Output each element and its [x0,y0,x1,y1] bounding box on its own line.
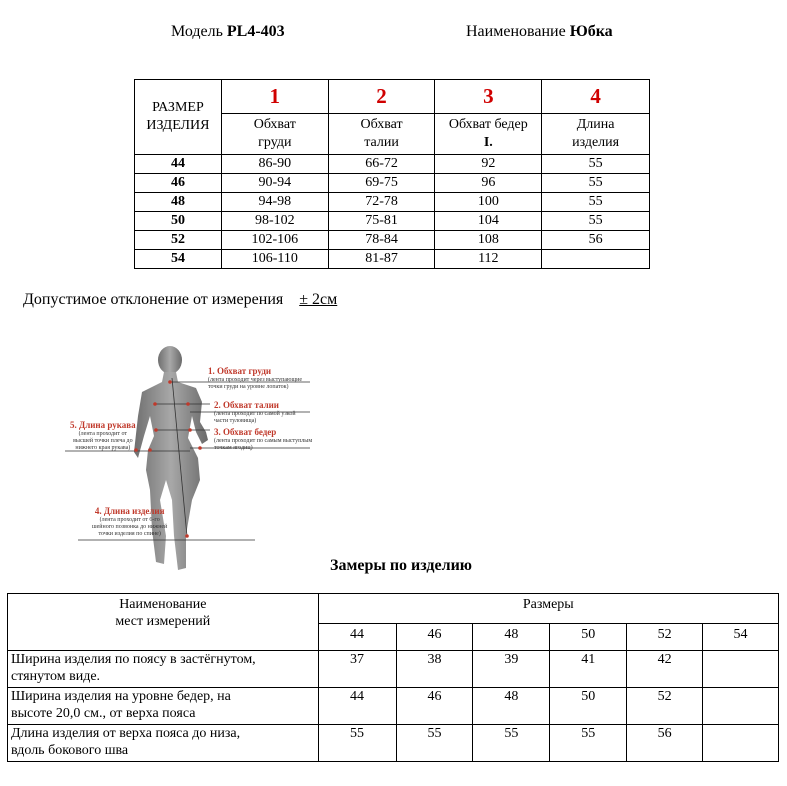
label-length-title: 4. Длина изделия [94,506,165,516]
size-cell: 48 [135,193,222,212]
value-cell: 69-75 [328,174,435,193]
column-header [542,114,650,155]
size-header-line-2: ИЗДЕЛИЯ [146,118,210,133]
product-name-heading [466,23,613,41]
size-header-cell: 44 [318,624,396,651]
value-cell: 86-90 [221,155,328,174]
size-cell: 44 [135,155,222,174]
measurements-title: Замеры по изделию [330,557,473,574]
table-row [135,155,650,174]
value-cell: 75-81 [328,212,435,231]
name-header-cell [8,594,319,651]
value-cell [542,250,650,269]
column-number: 2 [328,80,435,114]
label-hips-sub: точкам ягодиц) [214,444,253,451]
value-cell: 56 [627,725,703,762]
label-length-sub: (лента проходит от 6-го [99,516,160,523]
measurement-label-line: Длина изделия от верха пояса до низа, [11,726,241,741]
column-header [328,114,435,155]
table-row [135,174,650,193]
label-chest [208,367,302,391]
value-cell: 96 [435,174,542,193]
value-cell: 38 [396,651,473,688]
sizes-header: Размеры [318,594,778,624]
column-header [221,114,328,155]
size-header-cell: 46 [396,624,473,651]
label-sleeve-sub: нижнего края рукава) [75,444,131,451]
value-cell: 48 [473,688,550,725]
model-value: PL4-403 [226,23,285,40]
table-row [8,651,779,688]
size-header-cell: 50 [550,624,627,651]
tolerance-note [23,291,337,309]
label-length-sub: точки изделия по спине) [98,530,161,537]
product-name-label: Наименование [466,23,566,40]
label-hips [214,428,312,452]
value-cell: 98-102 [221,212,328,231]
measurement-label [8,651,319,688]
size-cell: 46 [135,174,222,193]
value-cell: 100 [435,193,542,212]
column-number: 1 [221,80,328,114]
value-cell: 102-106 [221,231,328,250]
label-sleeve-title: 5. Длина рукава [70,420,136,430]
label-waist [214,401,296,425]
value-cell: 106-110 [221,250,328,269]
measurement-label-line: Ширина изделия на уровне бедер, на [11,689,231,704]
label-sleeve [70,421,136,452]
table-row [8,725,779,762]
label-sleeve-sub: высшей точки плеча до [73,437,133,444]
tolerance-text: Допустимое отклонение от измерения [23,291,284,308]
product-name-value: Юбка [569,23,613,40]
column-header-line: Длина [576,117,615,132]
column-header-line: Обхват [253,117,296,132]
size-header-line-1: РАЗМЕР [152,100,204,115]
measurement-label-line: вдоль бокового шва [11,743,129,758]
tolerance-value: ± 2см [299,291,338,308]
value-cell: 81-87 [328,250,435,269]
table-row [135,212,650,231]
value-cell: 94-98 [221,193,328,212]
column-header-line: Обхват бедер [448,117,528,132]
value-cell: 108 [435,231,542,250]
value-cell [703,725,779,762]
label-hips-title: 3. Обхват бедер [214,427,277,437]
value-cell: 52 [627,688,703,725]
value-cell: 55 [318,725,396,762]
name-header-line: мест измерений [115,614,211,629]
value-cell: 50 [550,688,627,725]
value-cell: 46 [396,688,473,725]
measurement-label-line: стянутом виде. [11,669,101,684]
label-waist-title: 2. Обхват талии [214,400,279,410]
table-row [135,231,650,250]
model-heading [171,23,285,41]
column-header [435,114,542,155]
value-cell: 55 [542,193,650,212]
value-cell: 44 [318,688,396,725]
value-cell: 56 [542,231,650,250]
size-cell: 52 [135,231,222,250]
measurement-label [8,725,319,762]
size-table [134,79,650,269]
value-cell: 92 [435,155,542,174]
size-cell: 54 [135,250,222,269]
value-cell: 78-84 [328,231,435,250]
value-cell: 112 [435,250,542,269]
label-hips-sub: (лента проходит по самым выступлым [214,437,313,444]
label-waist-sub: части туловища) [214,417,257,424]
column-number: 3 [435,80,542,114]
label-sleeve-sub: (лента проходит от [78,430,127,437]
column-header-line: I. [483,135,493,150]
name-header-line: Наименование [119,597,207,612]
value-cell: 55 [542,155,650,174]
table-row [8,688,779,725]
column-header-line: талии [364,135,399,150]
size-header-cell: 48 [473,624,550,651]
value-cell: 55 [396,725,473,762]
model-label: Модель [171,23,223,40]
table-row [135,193,650,212]
column-header-line: Обхват [360,117,403,132]
measurement-label [8,688,319,725]
measurement-label-line: высоте 20,0 см., от верха пояса [11,706,196,721]
size-header-cell: 52 [627,624,703,651]
value-cell: 41 [550,651,627,688]
table-row [135,250,650,269]
value-cell: 55 [542,174,650,193]
value-cell: 39 [473,651,550,688]
label-chest-title: 1. Обхват груди [208,366,272,376]
label-waist-sub: (лента проходит по самой узкой [214,410,296,417]
measurement-label-line: Ширина изделия по поясу в застёгнутом, [11,652,256,667]
label-chest-sub: точки груди на уровне лопаток) [208,383,289,390]
size-header-cell [135,80,222,155]
value-cell: 55 [473,725,550,762]
size-header-cell: 54 [703,624,779,651]
value-cell: 55 [542,212,650,231]
column-number: 4 [542,80,650,114]
value-cell: 42 [627,651,703,688]
value-cell: 37 [318,651,396,688]
size-cell: 50 [135,212,222,231]
label-length-sub: шейного позвонка до нижней [92,523,168,530]
value-cell: 104 [435,212,542,231]
value-cell [703,651,779,688]
column-header-line: изделия [572,135,620,150]
value-cell [703,688,779,725]
value-cell: 66-72 [328,155,435,174]
value-cell: 90-94 [221,174,328,193]
body-measurement-figure [60,340,330,580]
column-header-line: груди [258,135,292,150]
label-length [92,507,167,538]
measurements-table [7,593,779,762]
value-cell: 72-78 [328,193,435,212]
label-chest-sub: (лента проходит через выступающие [208,376,302,383]
value-cell: 55 [550,725,627,762]
